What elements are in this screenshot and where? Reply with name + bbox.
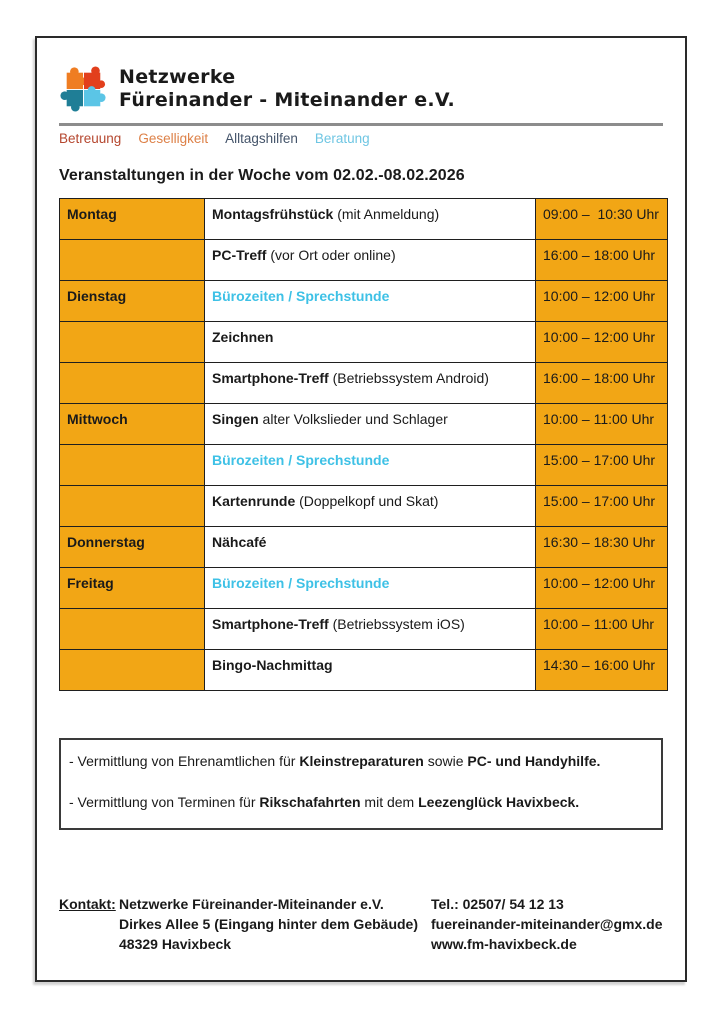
event-name: Zeichnen xyxy=(212,329,274,345)
schedule-row xyxy=(60,240,668,281)
time-cell: 10:00 – 11:00 Uhr xyxy=(536,404,668,445)
puzzle-logo-icon xyxy=(59,62,107,116)
schedule-row xyxy=(60,486,668,527)
info-line: - Vermittlung von Ehrenamtlichen für Kleinstreparaturen sowie PC- und Handyhilfe. xyxy=(69,753,601,769)
nav-item-geselligkeit: Geselligkeit xyxy=(138,131,209,146)
contact-address-line: Netzwerke Füreinander-Miteinander e.V. xyxy=(119,896,384,912)
event-detail: (Betriebssystem iOS) xyxy=(328,616,465,632)
event-detail: (Doppelkopf und Skat) xyxy=(295,493,439,509)
event-detail: (mit Anmeldung) xyxy=(333,206,440,222)
time-cell: 15:00 – 17:00 Uhr xyxy=(536,445,668,486)
schedule-table xyxy=(59,198,668,691)
org-title-line1: Netzwerke xyxy=(119,66,236,88)
day-cell xyxy=(60,609,205,650)
schedule-row xyxy=(60,322,668,363)
page-title: Veranstaltungen in der Woche vom 02.02.-08.02.2026 xyxy=(59,167,465,184)
day-cell xyxy=(60,650,205,691)
schedule-row xyxy=(60,650,668,691)
services-info-box xyxy=(59,738,663,830)
event-detail: alter Volkslieder und Schlager xyxy=(258,411,448,427)
event-name: Singen xyxy=(212,411,259,427)
event-name: Bingo-Nachmittag xyxy=(212,657,333,673)
contact-detail-line: fuereinander-miteinander@gmx.de xyxy=(431,916,663,932)
event-cell xyxy=(205,199,536,240)
time-cell: 09:00 – 10:30 Uhr xyxy=(536,199,668,240)
day-cell xyxy=(60,486,205,527)
time-cell: 15:00 – 17:00 Uhr xyxy=(536,486,668,527)
contact-details xyxy=(431,894,663,954)
schedule-row xyxy=(60,199,668,240)
schedule-row xyxy=(60,404,668,445)
contact-detail-line: www.fm-havixbeck.de xyxy=(431,936,577,952)
schedule-row xyxy=(60,445,668,486)
day-cell: Freitag xyxy=(60,568,205,609)
nav-item-beratung: Beratung xyxy=(314,131,370,146)
event-cell xyxy=(205,568,536,609)
event-cell xyxy=(205,322,536,363)
time-cell: 10:00 – 12:00 Uhr xyxy=(536,568,668,609)
info-line: - Vermittlung von Terminen für Rikschafahrten mit dem Leezenglück Havixbeck. xyxy=(69,794,580,810)
schedule-row xyxy=(60,363,668,404)
event-name: Montagsfrühstück xyxy=(212,206,334,222)
contact-address-line: Dirkes Allee 5 (Eingang hinter dem Gebäude) xyxy=(119,916,418,932)
contact-label: Kontakt: xyxy=(59,896,116,912)
event-name: PC-Treff xyxy=(212,247,267,263)
org-title xyxy=(119,62,455,112)
contact-address-line: 48329 Havixbeck xyxy=(119,936,232,952)
schedule-row xyxy=(60,281,668,322)
time-cell: 14:30 – 16:00 Uhr xyxy=(536,650,668,691)
nav-item-alltagshilfen: Alltagshilfen xyxy=(225,131,298,146)
org-title-line2: Füreinander - Miteinander e.V. xyxy=(119,89,455,111)
day-cell: Mittwoch xyxy=(60,404,205,445)
event-cell xyxy=(205,445,536,486)
event-name: Kartenrunde xyxy=(212,493,296,509)
day-cell: Montag xyxy=(60,199,205,240)
time-cell: 10:00 – 11:00 Uhr xyxy=(536,609,668,650)
event-name: Smartphone-Treff xyxy=(212,616,329,632)
flyer-page xyxy=(35,36,687,982)
day-cell xyxy=(60,240,205,281)
time-cell: 16:30 – 18:30 Uhr xyxy=(536,527,668,568)
event-detail: (Betriebssystem Android) xyxy=(328,370,489,386)
day-cell xyxy=(60,363,205,404)
event-cell xyxy=(205,486,536,527)
event-name: Nähcafé xyxy=(212,534,267,550)
event-name: Bürozeiten / Sprechstunde xyxy=(212,452,390,468)
event-name: Bürozeiten / Sprechstunde xyxy=(212,288,390,304)
event-name: Bürozeiten / Sprechstunde xyxy=(212,575,390,591)
day-cell xyxy=(60,445,205,486)
time-cell: 16:00 – 18:00 Uhr xyxy=(536,363,668,404)
schedule-table-body xyxy=(60,199,668,691)
schedule-row xyxy=(60,609,668,650)
event-cell xyxy=(205,281,536,322)
day-cell: Donnerstag xyxy=(60,527,205,568)
time-cell: 16:00 – 18:00 Uhr xyxy=(536,240,668,281)
letterhead-nav xyxy=(59,131,663,146)
event-name: Smartphone-Treff xyxy=(212,370,329,386)
letterhead xyxy=(59,62,663,116)
event-cell xyxy=(205,240,536,281)
day-cell xyxy=(60,322,205,363)
letterhead-divider xyxy=(59,123,663,126)
contact-detail-line: Tel.: 02507/ 54 12 13 xyxy=(431,896,564,912)
event-cell xyxy=(205,609,536,650)
event-detail: (vor Ort oder online) xyxy=(266,247,396,263)
contact-address xyxy=(119,894,431,954)
event-cell xyxy=(205,363,536,404)
time-cell: 10:00 – 12:00 Uhr xyxy=(536,322,668,363)
time-cell: 10:00 – 12:00 Uhr xyxy=(536,281,668,322)
event-cell xyxy=(205,404,536,445)
contact-section xyxy=(59,894,663,954)
schedule-row xyxy=(60,568,668,609)
event-cell xyxy=(205,650,536,691)
nav-item-betreuung: Betreuung xyxy=(59,131,122,146)
schedule-row xyxy=(60,527,668,568)
day-cell: Dienstag xyxy=(60,281,205,322)
event-cell xyxy=(205,527,536,568)
